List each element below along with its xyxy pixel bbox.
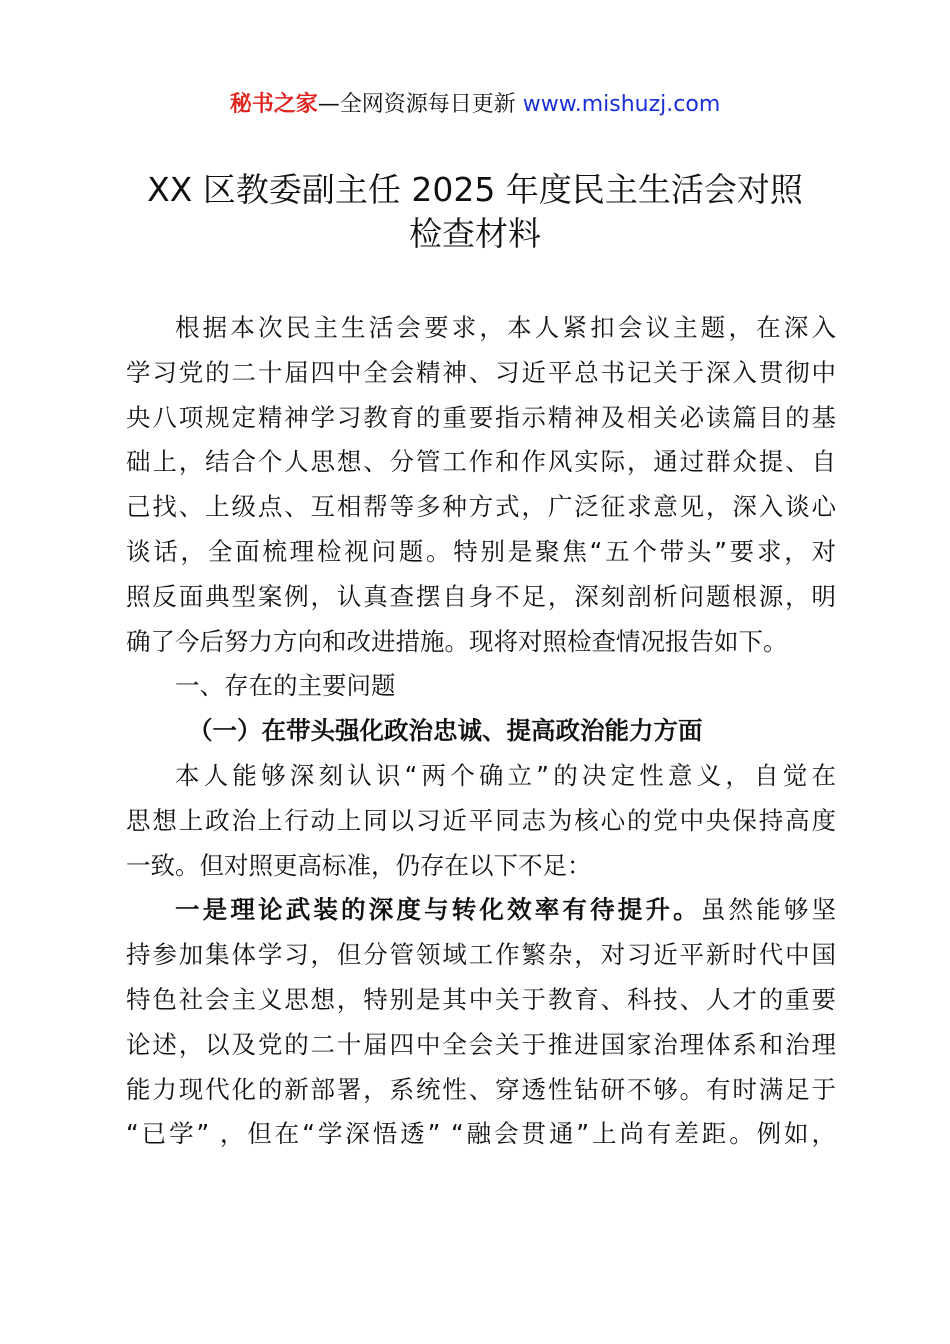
- text-line: 论述，以及党的二十届四中全会关于推进国家治理体系和治理: [126, 1029, 836, 1059]
- text-line: 学习党的二十届四中全会精神、习近平总书记关于深入贯彻中: [126, 357, 836, 387]
- text-line: 确了今后努力方向和改进措施。现将对照检查情况报告如下。: [126, 626, 788, 656]
- document-body: [126, 306, 836, 1157]
- title-line-2: 检查材料: [409, 214, 541, 253]
- text-line: 本人能够深刻认识“两个确立”的决定性意义，自觉在: [175, 760, 836, 790]
- text-line: 央八项规定精神学习教育的重要指示精神及相关必读篇目的基: [126, 402, 836, 432]
- text-line: 持参加集体学习，但分管领域工作繁杂，对习近平新时代中国: [126, 940, 836, 970]
- section-heading: 一、存在的主要问题: [175, 671, 396, 701]
- text-line: 谈话，全面梳理检视问题。特别是聚焦“五个带头”要求，对: [126, 536, 836, 566]
- text-line: “已学” ，但在“学深悟透” “融会贯通”上尚有差距。例如，: [126, 1119, 836, 1149]
- text-line: 根据本次民主生活会要求，本人紧扣会议主题，在深入: [175, 313, 836, 342]
- point-heading: 一是理论武装的深度与转化效率有待提升。: [175, 895, 701, 925]
- text-line: 能力现代化的新部署，系统性、穿透性钻研不够。有时满足于: [126, 1074, 836, 1104]
- point-text: 虽然能够坚: [700, 895, 837, 925]
- text-line: 己找、上级点、互相帮等多种方式，广泛征求意见，深入谈心: [126, 492, 836, 522]
- text-line: [126, 888, 836, 933]
- site-tagline: —全网资源每日更新: [317, 92, 523, 117]
- site-header: [0, 88, 950, 122]
- text-line: 思想上政治上行动上同以习近平同志为核心的党中央保持高度: [126, 805, 836, 835]
- paragraph-theory-study: [126, 888, 836, 1157]
- text-line: 础上，结合个人思想、分管工作和作风实际，通过群众提、自: [126, 447, 836, 477]
- text-line: 一致。但对照更高标准，仍存在以下不足：: [126, 850, 592, 880]
- subsection-heading: （一）在带头强化政治忠诚、提高政治能力方面: [188, 716, 703, 746]
- site-brand: 秘书之家: [229, 92, 318, 117]
- paragraph-political-loyalty: [126, 754, 836, 888]
- text-line: 照反面典型案例，认真查摆自身不足，深刻剖析问题根源，明: [126, 581, 836, 611]
- text-line: 特色社会主义思想，特别是其中关于教育、科技、人才的重要: [126, 984, 836, 1014]
- title-line-1: XX 区教委副主任 2025 年度民主生活会对照: [147, 170, 803, 209]
- paragraph-intro: [126, 306, 836, 664]
- site-url-link[interactable]: www.mishuzj.com: [522, 92, 721, 117]
- document-title: [100, 168, 850, 256]
